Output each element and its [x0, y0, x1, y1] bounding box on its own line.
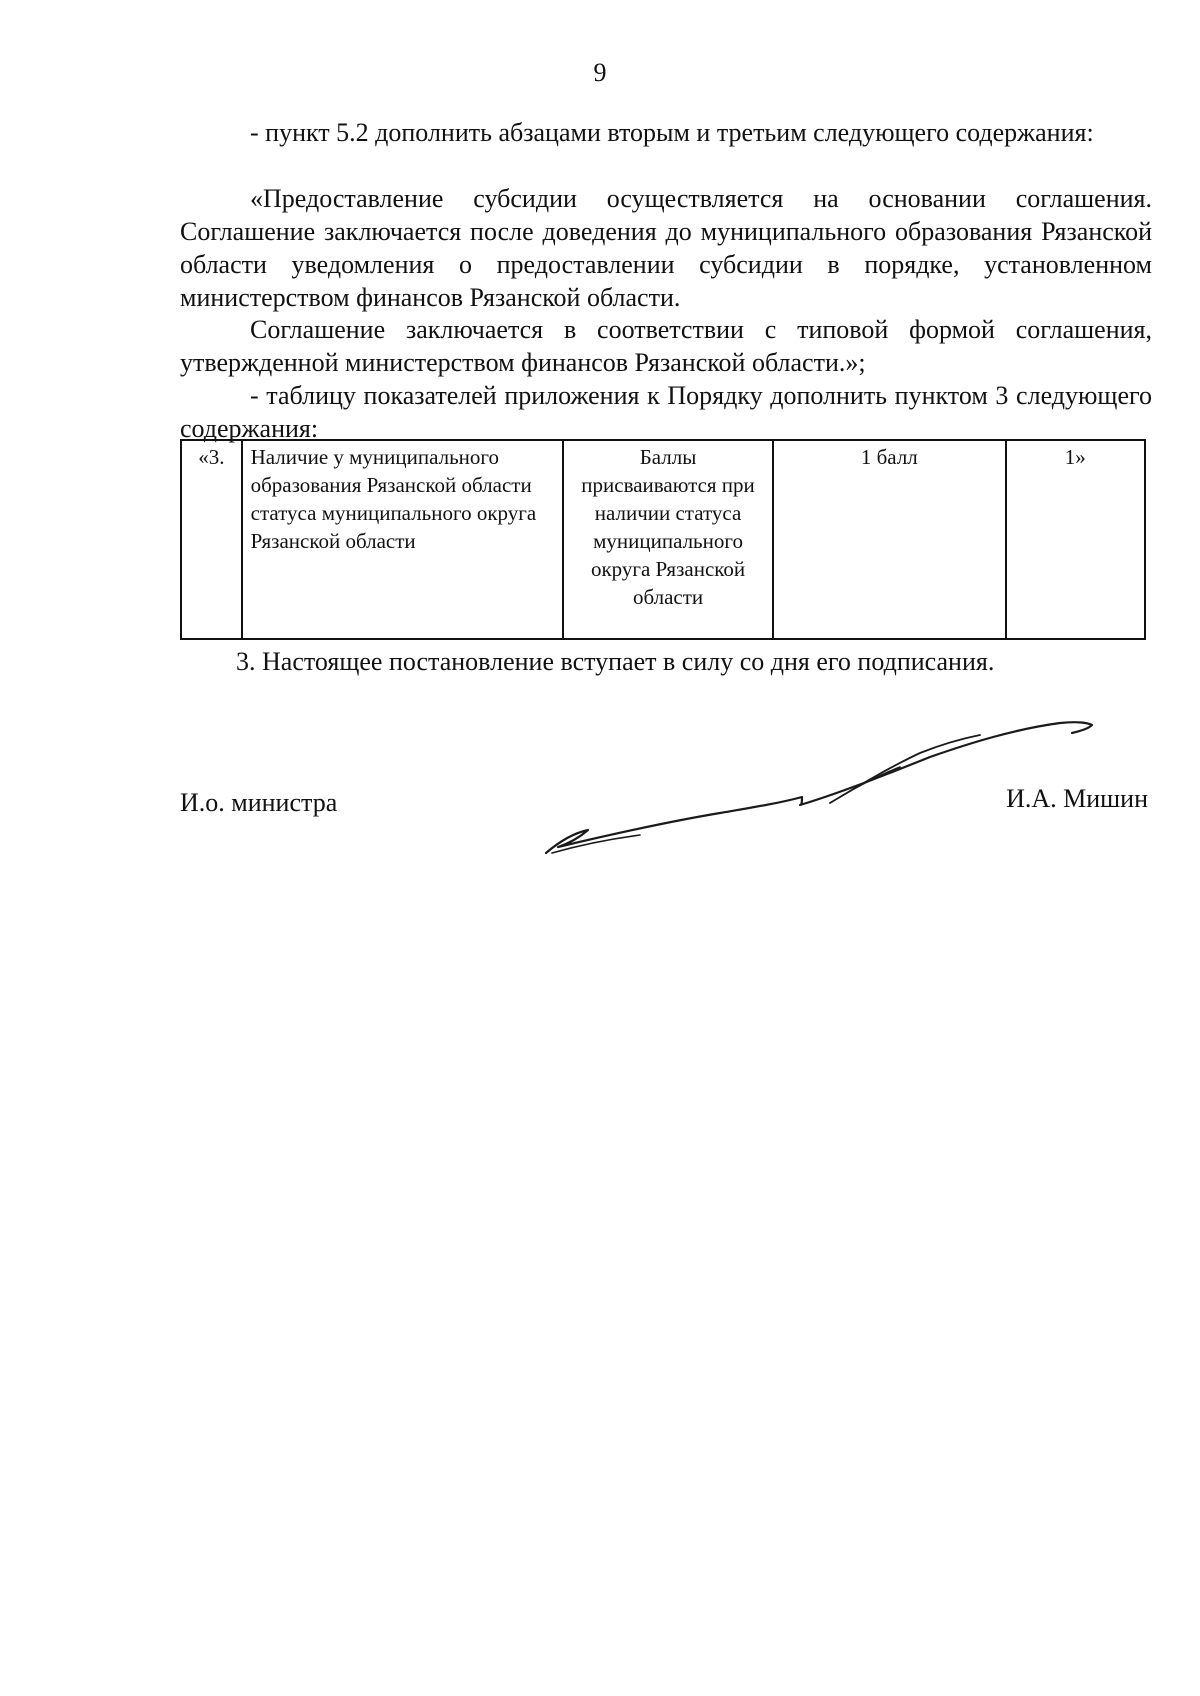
cell-number: «3.: [181, 440, 242, 639]
signatory-role: И.о. министра: [180, 788, 338, 817]
cell-indicator: Наличие у муниципального образования Рязанской области статуса муниципального округа Рязанской области: [242, 440, 563, 639]
signatory-name: И.А. Мишин: [1006, 784, 1148, 813]
cell-method: Баллы присваиваются при наличии статуса муниципального округа Рязанской области: [563, 440, 773, 639]
paragraph-subsidy-agreement: «Предоставление субсидии осуществляется на основании соглашения. Соглашение заключается после доведения до муниципального образования Рязанской области уведомления о предоставлении субсидии в порядке, установленном министерством финансов Рязанской области.: [180, 184, 1152, 312]
cell-weight: 1»: [1006, 440, 1145, 639]
paragraph-amendment-5-2: - пункт 5.2 дополнить абзацами вторым и третьим следующего содержания:: [250, 118, 1094, 147]
cell-score: 1 балл: [773, 440, 1005, 639]
paragraph-table-amendment: - таблицу показателей приложения к Порядку дополнить пунктом 3 следующего содержания:: [180, 381, 1152, 443]
indicators-table: [180, 439, 1146, 640]
table-row: [181, 440, 1145, 639]
paragraph-effective-date: 3. Настоящее постановление вступает в силу со дня его подписания.: [236, 647, 995, 676]
page-number: 9: [593, 58, 607, 87]
paragraph-standard-form: Соглашение заключается в соответствии с типовой формой соглашения, утвержденной министерством финансов Рязанской области.»;: [180, 315, 1152, 377]
